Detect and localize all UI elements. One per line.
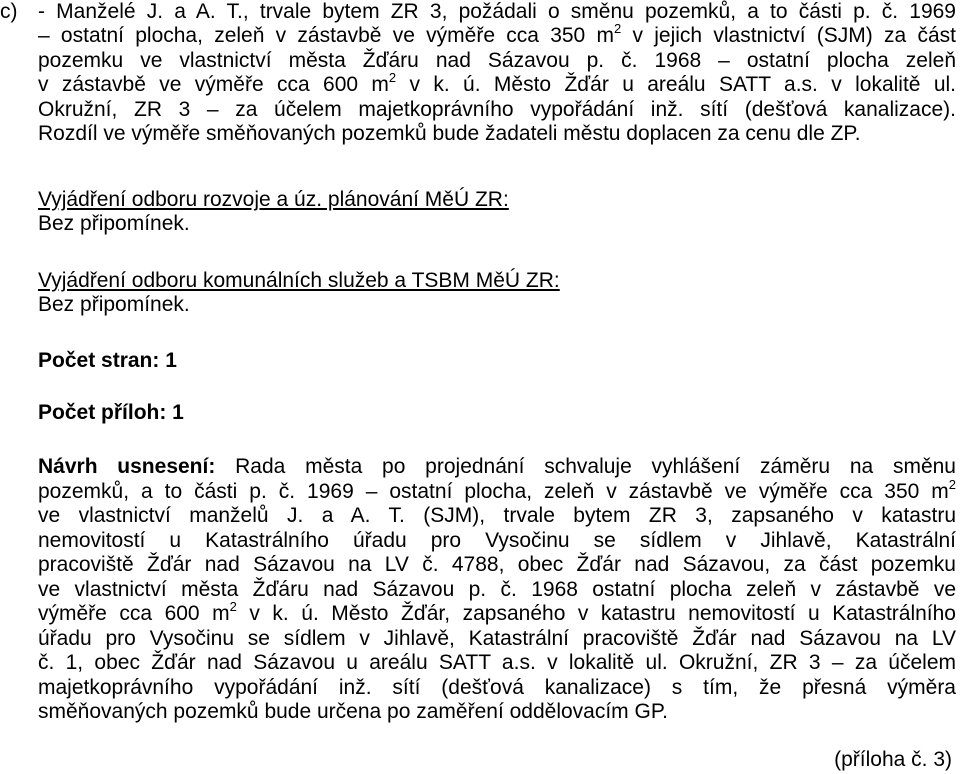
text-line: směňovaných pozemků bude určena po zaměření oddělovacím GP.	[38, 700, 668, 723]
section-heading: Vyjádření odboru komunálních služeb a TSBM MěÚ ZR:	[38, 269, 560, 292]
superscript: 2	[229, 599, 237, 614]
superscript: 2	[614, 21, 622, 37]
attachment-note: (příloha č. 3)	[834, 748, 952, 771]
text-line: č. 1, obec Žďár nad Sázavou u areálu SATT a.s. v lokalitě ul. Okružní, ZR 3 – za účelem	[38, 651, 956, 674]
item-label: c)	[0, 0, 18, 23]
item-c	[0, 0, 960, 146]
text-line: pracoviště Žďár nad Sázavou na LV č. 4788, obec Žďár nad Sázavou, za část pozemku	[38, 553, 956, 576]
text-line: majetkoprávního vypořádání inž. sítí (dešťová kanalizace) s tím, že přesná výměra	[38, 675, 956, 699]
text-fragment: výměře cca 600 m	[38, 602, 230, 625]
text-fragment: v k. ú. Město Žďár, zapsaného v katastru nemovitostí u Katastrálního	[236, 602, 956, 625]
text-fragment: Rada města po projednání schvaluje vyhlášení záměru na směnu	[215, 455, 956, 478]
text-line	[38, 476, 956, 505]
opinion-development	[38, 188, 956, 236]
text-line: - Manželé J. a A. T., trvale bytem ZR 3, požádali o směnu pozemků, a to části p. č. 1969	[38, 0, 956, 23]
text-line	[38, 455, 956, 480]
text-line	[38, 599, 956, 627]
section-text: Bez připomínek.	[38, 212, 190, 235]
text-line: nemovitostí u Katastrálního úřadu pro Vysočinu se sídlem v Jihlavě, Katastrální	[38, 528, 956, 552]
superscript: 2	[388, 70, 397, 86]
text-fragment: v zástavbě ve výměře cca 600 m	[38, 73, 389, 97]
resolution	[38, 455, 956, 725]
item-text	[38, 0, 956, 146]
text-fragment: v jejich vlastnictví (SJM) za část	[621, 24, 956, 48]
text-line: úřadu pro Vysočinu se sídlem v Jihlavě, Katastrální pracoviště Žďár nad Sázavou na LV	[38, 626, 956, 650]
text-line: ve vlastnictví manželů J. a A. T. (SJM), trvale bytem ZR 3, zapsaného v katastru	[38, 504, 956, 527]
text-line: pozemku ve vlastnictví města Žďáru nad Sázavou p. č. 1968 – ostatní plocha zeleň	[38, 48, 956, 72]
text-fragment: v k. ú. Město Žďár u areálu SATT a.s. v lokalitě ul.	[396, 73, 956, 97]
text-line: Rozdíl ve výměře směňovaných pozemků bude žadateli městu doplacen za cenu dle ZP.	[38, 122, 861, 146]
attachment-count: Počet příloh: 1	[38, 401, 184, 424]
section-text: Bez připomínek.	[38, 293, 190, 316]
text-line: ve vlastnictví města Žďáru nad Sázavou p. č. 1968 ostatní plocha zeleň v zástavbě ve	[38, 577, 956, 601]
page-count: Počet stran: 1	[38, 349, 177, 372]
opinion-communal	[38, 269, 956, 317]
section-heading: Vyjádření odboru rozvoje a úz. plánování MěÚ ZR:	[38, 188, 509, 211]
text-line	[38, 21, 956, 48]
text-fragment: – ostatní plocha, zeleň v zástavbě ve výměře cca 350 m	[38, 24, 614, 48]
resolution-label: Návrh usnesení:	[38, 455, 216, 478]
superscript: 2	[948, 476, 956, 492]
text-line	[38, 70, 956, 97]
text-fragment: pozemků, a to části p. č. 1969 – ostatní plocha, zeleň v zástavbě ve výměře cca 350 m	[38, 479, 949, 503]
text-line: Okružní, ZR 3 – za účelem majetkoprávního vypořádání inž. sítí (dešťová kanalizace).	[38, 97, 956, 121]
